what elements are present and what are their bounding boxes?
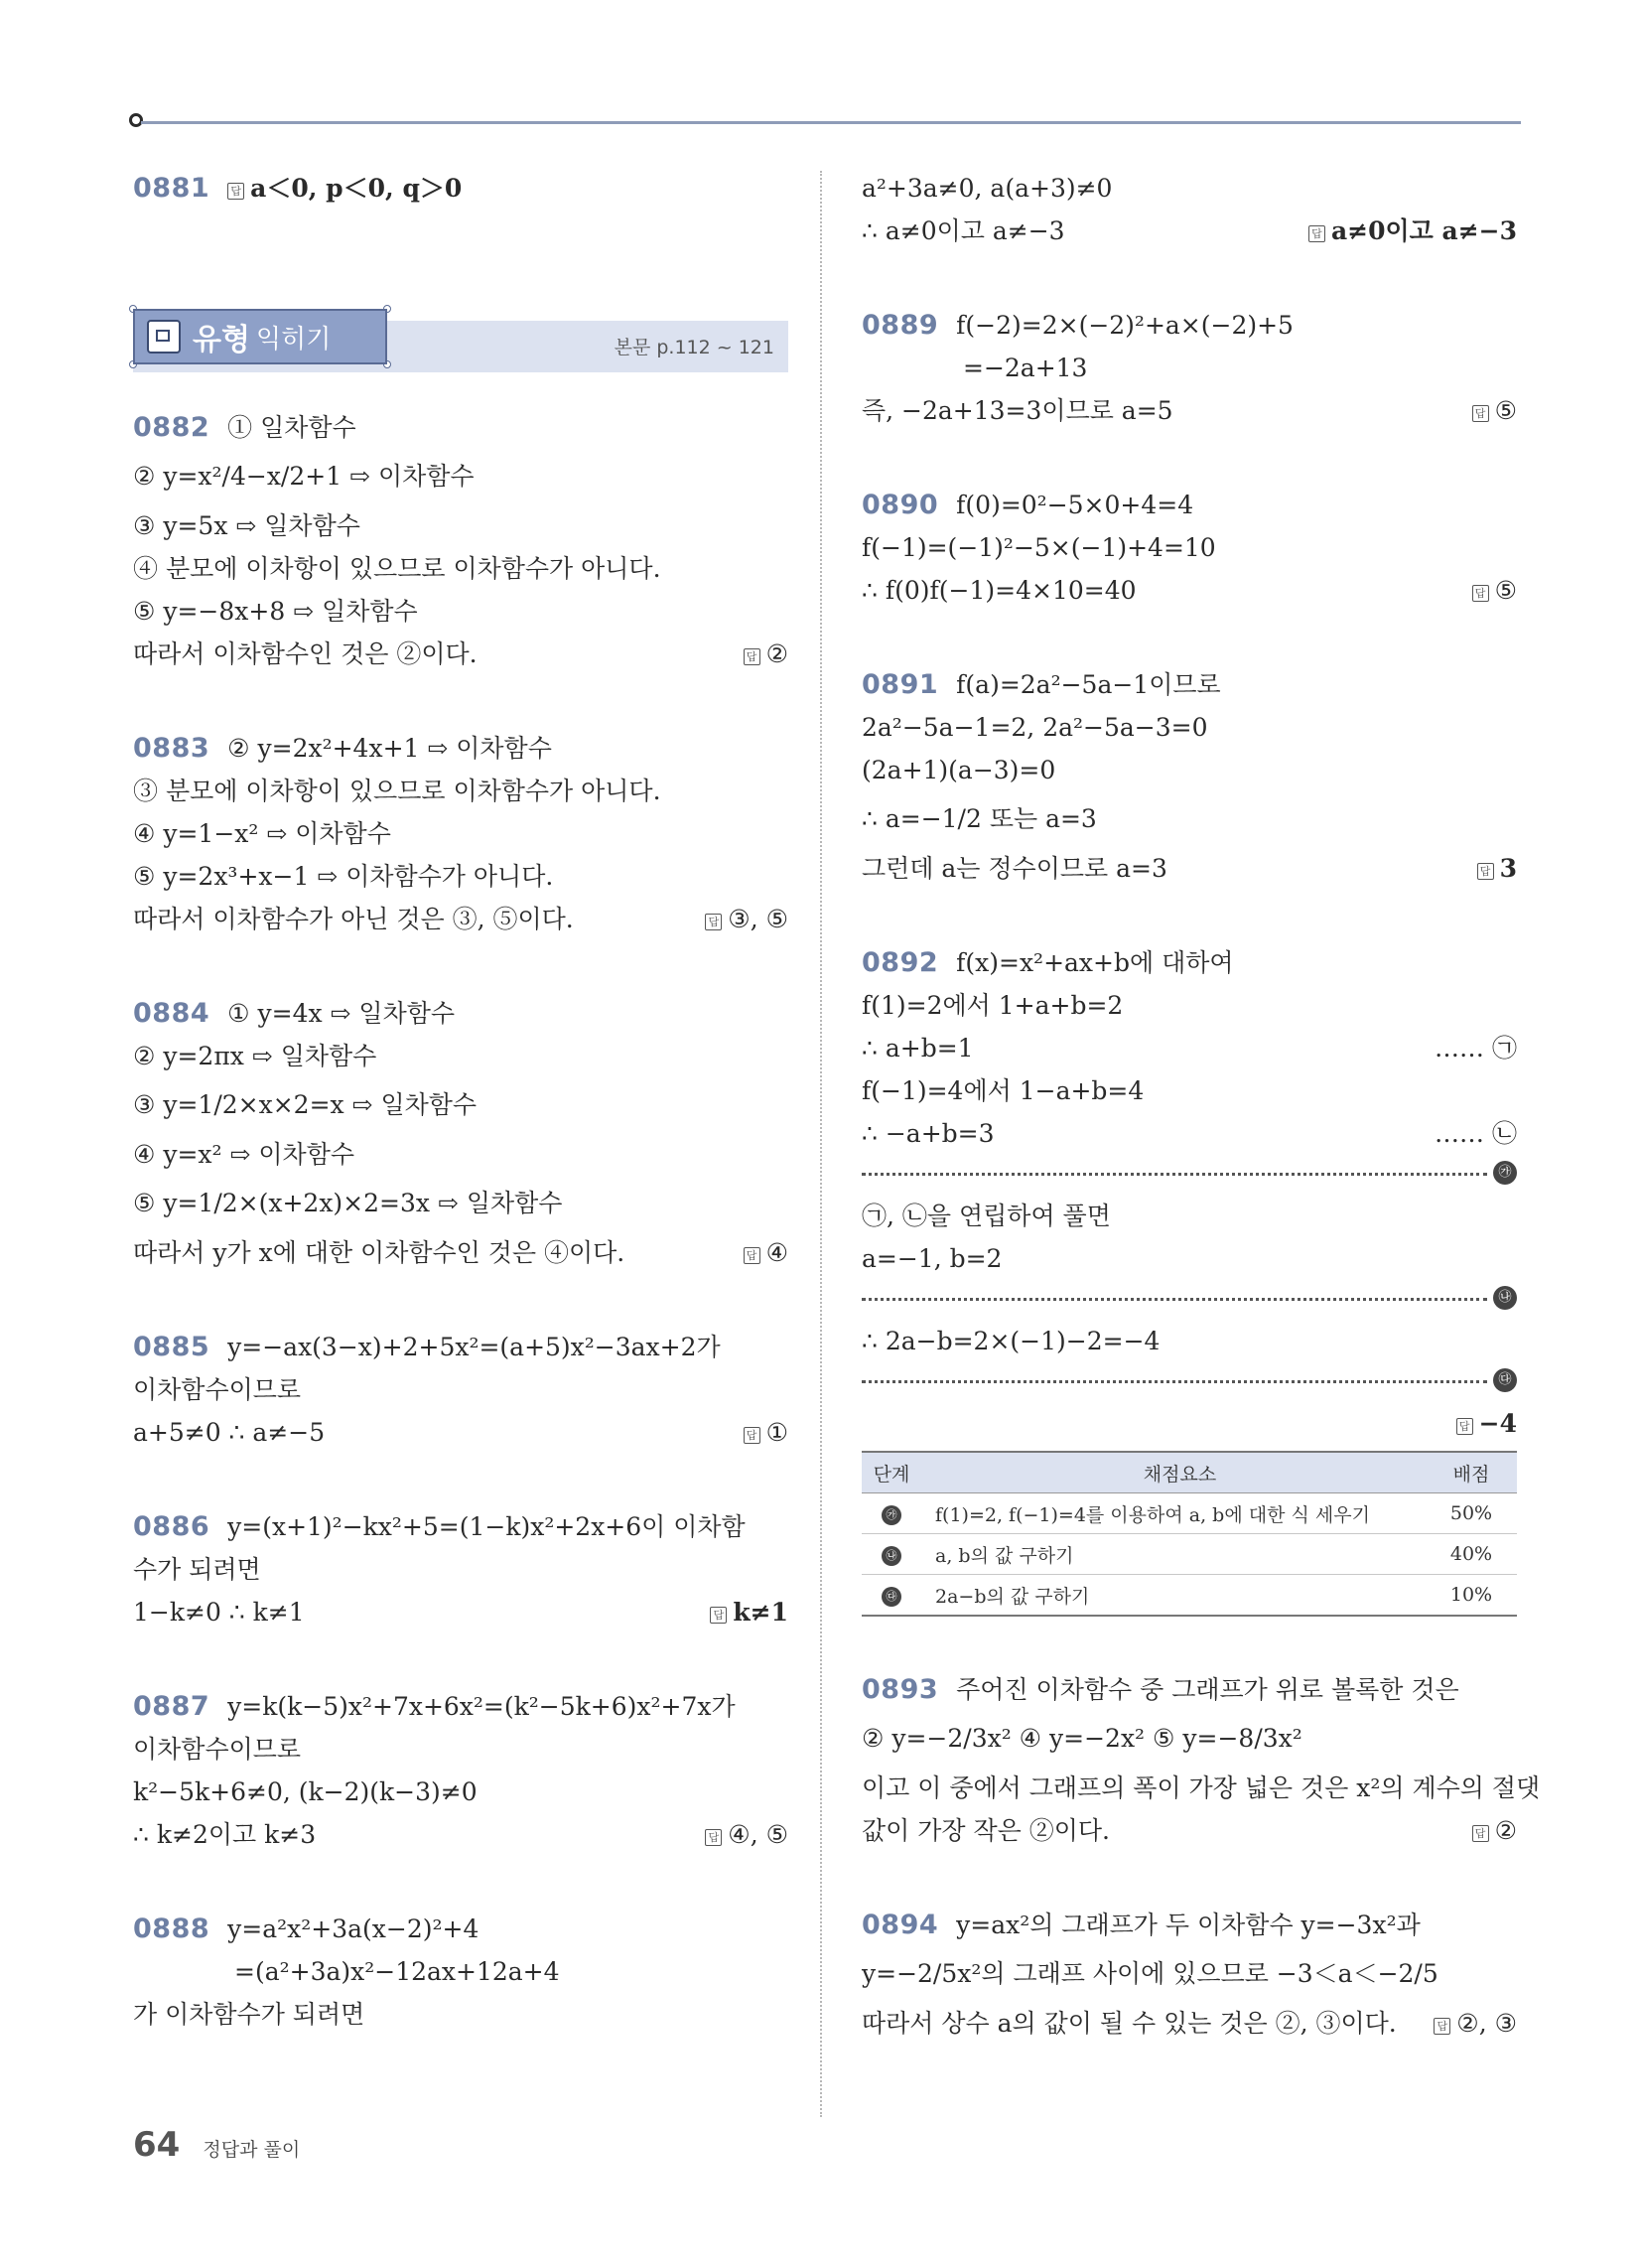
solution-line: [862, 1027, 1517, 1069]
solution-line: [133, 992, 788, 1035]
line-text: ∴ a+b=1: [862, 1034, 974, 1063]
left-column: [133, 167, 788, 2036]
scoring-table: [862, 1451, 1517, 1617]
answer-value: ②: [765, 639, 788, 668]
table-cell: 2a−b의 값 구하기: [921, 1575, 1426, 1617]
solution-line: [133, 504, 788, 547]
problem-number: 0885: [133, 1332, 210, 1362]
solution-line: [862, 663, 1517, 706]
answer: [1477, 847, 1517, 890]
problem-number: 0882: [133, 412, 210, 443]
solution-line: [133, 1326, 788, 1368]
line-text: f(−2)=2×(−2)²+a×(−2)+5: [956, 311, 1294, 340]
solution-line: [862, 389, 1517, 432]
line-text: a＜0, p＜0, q＞0: [250, 174, 463, 203]
solution-line: [862, 1711, 1517, 1767]
line-text: ① 일차함수: [227, 413, 356, 442]
solution-line: [133, 1728, 788, 1771]
line-text: =−2a+13: [963, 354, 1088, 382]
solution-line: [862, 1946, 1517, 2002]
line-text: a+5≠0 ∴ a≠−5: [133, 1418, 326, 1447]
solution-line: [862, 347, 1517, 389]
answer: [710, 1591, 788, 1633]
answer-value: 3: [1499, 854, 1517, 883]
line-text: y=−ax(3−x)+2+5x²=(a+5)x²−3ax+2가: [227, 1333, 721, 1361]
line-text: f(x)=x²+ax+b에 대하여: [956, 948, 1234, 977]
spacer: [133, 1856, 788, 1908]
spacer: [862, 1852, 1517, 1904]
problem-number: 0890: [862, 490, 939, 520]
line-text: 이차함수이므로: [133, 1375, 302, 1404]
solution-line: [862, 1069, 1517, 1112]
spacer: [133, 1454, 788, 1505]
solution-line: [862, 304, 1517, 347]
spacer: [133, 366, 788, 406]
line-text: f(−1)=(−1)²−5×(−1)+4=10: [862, 533, 1216, 562]
step-separator: [862, 1280, 1517, 1320]
answer: [1472, 569, 1517, 612]
solution-line: [862, 167, 1517, 210]
column-divider: [820, 171, 822, 2117]
equation-marker: …… ㉠: [1435, 1034, 1517, 1063]
line-text: ④ y=1−x² ⇨ 이차함수: [133, 819, 391, 848]
line-text: ④ 분모에 이차항이 있으므로 이차함수가 아니다.: [133, 554, 661, 583]
answer-icon: 답: [1456, 1418, 1473, 1435]
problem-number: 0892: [862, 947, 939, 978]
step-marker: ㉰: [1493, 1368, 1517, 1392]
answer: [1434, 2002, 1517, 2045]
step-marker: ㉮: [882, 1505, 901, 1525]
problem-number: 0893: [862, 1674, 939, 1705]
answer-value: ②: [1494, 1816, 1517, 1845]
step-marker: ㉰: [882, 1587, 901, 1607]
line-text: 수가 되려면: [133, 1555, 261, 1584]
answer-icon: 답: [1472, 1825, 1489, 1842]
answer: [1308, 210, 1517, 252]
line-text: f(1)=2에서 1+a+b=2: [862, 991, 1124, 1020]
line-text: ⑤ y=1/2×(x+2x)×2=3x ⇨ 일차함수: [133, 1189, 563, 1217]
line-text: 따라서 이차함수인 것은 ②이다.: [133, 639, 478, 668]
line-text: f(−1)=4에서 1−a+b=4: [862, 1076, 1145, 1105]
solution-line: [133, 1813, 788, 1856]
solution-line: [862, 210, 1517, 252]
solution-line: [862, 1767, 1541, 1809]
solution-line: [133, 1993, 788, 2036]
solution-line: [133, 547, 788, 590]
answer-icon: 답: [744, 648, 760, 665]
solution-line: [862, 1237, 1517, 1280]
answer-icon: 답: [1434, 2018, 1450, 2035]
line-text: k²−5k+6≠0, (k−2)(k−3)≠0: [133, 1777, 478, 1806]
solution-line: [133, 1133, 788, 1176]
solution-line: [133, 167, 788, 210]
step-marker: ㉮: [1493, 1161, 1517, 1185]
line-text: y=a²x²+3a(x−2)²+4: [227, 1914, 479, 1943]
problem-number: 0883: [133, 733, 210, 764]
spacer: [133, 675, 788, 727]
answer: [744, 1411, 788, 1454]
line-text: 1−k≠0 ∴ k≠1: [133, 1598, 305, 1627]
solution-line: [862, 569, 1517, 612]
spacer: [862, 612, 1517, 663]
table-row: [862, 1575, 1517, 1617]
solution-line: [133, 633, 788, 675]
answer-icon: 답: [710, 1607, 727, 1624]
photo-icon: [147, 320, 181, 354]
line-text: ⑤ y=2x³+x−1 ⇨ 이차함수가 아니다.: [133, 862, 554, 891]
page-number: 64: [133, 2125, 181, 2165]
solution-line: [133, 1035, 788, 1077]
footer-label: 정답과 풀이: [203, 2139, 301, 2161]
answer-value: ②, ③: [1456, 2009, 1517, 2038]
answer: [1472, 389, 1517, 432]
solution-line: [862, 1668, 1517, 1711]
answer-icon: 답: [705, 914, 722, 930]
solution-line: [133, 406, 788, 449]
answer-value: a≠0이고 a≠−3: [1330, 216, 1517, 245]
spacer: [133, 1633, 788, 1685]
line-text: ④ y=x² ⇨ 이차함수: [133, 1140, 354, 1169]
answer-value: ④, ⑤: [728, 1820, 788, 1849]
spacer: [862, 432, 1517, 484]
line-text: y=(x+1)²−kx²+5=(1−k)x²+2x+6이 이차함: [227, 1512, 746, 1541]
answer-icon: 답: [744, 1247, 760, 1264]
answer-value: k≠1: [733, 1598, 788, 1627]
answer-value: ⑤: [1494, 576, 1517, 605]
line-text: a=−1, b=2: [862, 1244, 1003, 1273]
spacer: [133, 1274, 788, 1326]
line-text: f(a)=2a²−5a−1이므로: [956, 670, 1221, 699]
solution-line: [133, 1411, 788, 1454]
table-header-cell: 배점: [1426, 1452, 1517, 1493]
answer: [744, 1231, 788, 1274]
dotted-rule: [862, 1298, 1487, 1301]
spacer: [862, 252, 1517, 304]
dotted-rule: [862, 1173, 1487, 1176]
answer: [1472, 1809, 1517, 1852]
line-text: ∴ f(0)f(−1)=4×10=40: [862, 576, 1137, 605]
solution-line: [133, 855, 788, 898]
equation-marker: …… ㉡: [1435, 1119, 1517, 1148]
line-text: 따라서 이차함수가 아닌 것은 ③, ⑤이다.: [133, 905, 574, 933]
problem-number: 0887: [133, 1691, 210, 1722]
section-tab: [133, 309, 387, 364]
answer: [1456, 1402, 1517, 1445]
solution-line: [862, 847, 1517, 890]
problem-number: 0888: [133, 1914, 210, 1944]
solution-line: [133, 1077, 788, 1133]
line-text: ㉠, ㉡을 연립하여 풀면: [862, 1202, 1111, 1230]
problem-number: 0894: [862, 1910, 939, 1940]
solution-line: [133, 1908, 788, 1950]
table-header-row: [862, 1452, 1517, 1493]
answer-value: −4: [1478, 1409, 1517, 1438]
answer-icon: 답: [1308, 225, 1325, 242]
solution-line: [862, 1402, 1517, 1445]
problem-number: 0881: [133, 173, 210, 204]
answer: [705, 898, 788, 940]
table-cell: 40%: [1426, 1534, 1517, 1575]
spacer: [862, 1617, 1517, 1668]
solution-line: [133, 590, 788, 633]
solution-line: [862, 791, 1517, 847]
solution-line: [862, 941, 1517, 984]
section-header: [133, 309, 788, 366]
table-row: [862, 1534, 1517, 1575]
solution-line: [862, 1904, 1517, 1946]
line-text: ③ y=5x ⇨ 일차함수: [133, 511, 360, 540]
problem-number: 0884: [133, 998, 210, 1029]
problem-number: 0889: [862, 310, 939, 341]
page-footer: [133, 2125, 300, 2165]
answer-icon: 답: [1472, 405, 1489, 422]
line-text: (2a+1)(a−3)=0: [862, 756, 1056, 784]
step-marker: ㉯: [882, 1546, 901, 1566]
header-rule: [141, 121, 1521, 124]
answer: [705, 1813, 788, 1856]
answer: [744, 633, 788, 675]
step-separator: [862, 1362, 1517, 1402]
line-text: ① y=4x ⇨ 일차함수: [227, 999, 456, 1028]
solution-line: [862, 984, 1517, 1027]
line-text: 가 이차함수가 되려면: [133, 2000, 365, 2029]
solution-line: [133, 1591, 788, 1633]
line-text: ∴ k≠2이고 k≠3: [133, 1820, 317, 1849]
table-cell: [862, 1534, 921, 1575]
answer-icon: 답: [744, 1427, 760, 1444]
solution-line: [862, 1112, 1517, 1155]
solution-line: [862, 2002, 1517, 2045]
line-text: ② y=2x²+4x+1 ⇨ 이차함수: [227, 734, 552, 763]
solution-line: [133, 1548, 788, 1591]
answer-value: ④: [765, 1238, 788, 1267]
table-cell: a, b의 값 구하기: [921, 1534, 1426, 1575]
solution-line: [133, 1685, 788, 1728]
section-subtitle: 익히기: [255, 324, 332, 354]
solution-line: [862, 749, 1517, 791]
solution-line: [862, 1809, 1517, 1852]
solution-line: [133, 1771, 788, 1813]
line-text: ∴ a=−1/2 또는 a=3: [862, 804, 1097, 833]
line-text: 주어진 이차함수 중 그래프가 위로 볼록한 것은: [956, 1675, 1459, 1704]
table-header-cell: 채점요소: [921, 1452, 1426, 1493]
line-text: y=−2/5x²의 그래프 사이에 있으므로 −3＜a＜−2/5: [862, 1959, 1438, 1988]
table-cell: f(1)=2, f(−1)=4를 이용하여 a, b에 대한 식 세우기: [921, 1493, 1426, 1534]
solution-line: [133, 812, 788, 855]
answer-value: ③, ⑤: [728, 905, 788, 933]
line-text: 즉, −2a+13=3이므로 a=5: [862, 396, 1173, 425]
line-text: ③ 분모에 이차항이 있으므로 이차함수가 아니다.: [133, 777, 661, 805]
step-marker: ㉯: [1493, 1286, 1517, 1310]
spacer: [133, 210, 788, 309]
solution-line: [133, 727, 788, 770]
line-text: ② y=2πx ⇨ 일차함수: [133, 1042, 377, 1070]
header-dot: [129, 113, 143, 127]
solution-line: [862, 484, 1517, 526]
solution-line: [862, 706, 1517, 749]
answer-icon: 답: [227, 183, 244, 200]
line-text: ∴ 2a−b=2×(−1)−2=−4: [862, 1327, 1161, 1355]
line-text: 값이 가장 작은 ②이다.: [862, 1816, 1110, 1845]
table-cell: 10%: [1426, 1575, 1517, 1617]
table-cell: 50%: [1426, 1493, 1517, 1534]
line-text: 2a²−5a−1=2, 2a²−5a−3=0: [862, 713, 1208, 742]
line-text: ∴ −a+b=3: [862, 1119, 995, 1148]
spacer: [133, 940, 788, 992]
solution-line: [133, 1505, 788, 1548]
line-text: 이고 이 중에서 그래프의 폭이 가장 넓은 것은 x²의 계수의 절댓: [862, 1773, 1541, 1802]
spacer: [862, 890, 1517, 941]
line-text: f(0)=0²−5×0+4=4: [956, 491, 1194, 519]
right-column: [862, 167, 1541, 2045]
answer-value: ⑤: [1494, 396, 1517, 425]
answer-icon: 답: [1477, 863, 1494, 880]
solution-line: [133, 1950, 788, 1993]
solution-line: [862, 526, 1517, 569]
solution-line: [133, 1231, 788, 1274]
line-text: 이차함수이므로: [133, 1735, 302, 1764]
step-separator: [862, 1155, 1517, 1195]
solution-line: [133, 898, 788, 940]
answer-value: ①: [765, 1418, 788, 1447]
line-text: ② y=x²/4−x/2+1 ⇨ 이차함수: [133, 462, 475, 491]
solution-line: [133, 770, 788, 812]
line-text: ② y=−2/3x² ④ y=−2x² ⑤ y=−8/3x²: [862, 1724, 1302, 1753]
line-text: ⑤ y=−8x+8 ⇨ 일차함수: [133, 597, 418, 626]
answer-icon: 답: [705, 1829, 722, 1846]
solution-line: [862, 1195, 1517, 1237]
problem-number: 0891: [862, 669, 939, 700]
line-text: y=k(k−5)x²+7x+6x²=(k²−5k+6)x²+7x가: [227, 1692, 736, 1721]
solution-line: [133, 1368, 788, 1411]
line-text: 그런데 a는 정수이므로 a=3: [862, 854, 1167, 883]
table-row: [862, 1493, 1517, 1534]
section-page-reference: 본문 p.112 ~ 121: [614, 337, 774, 358]
line-text: a²+3a≠0, a(a+3)≠0: [862, 174, 1113, 203]
solution-line: [133, 449, 788, 504]
line-text: ③ y=1/2×x×2=x ⇨ 일차함수: [133, 1090, 478, 1119]
solution-line: [862, 1320, 1517, 1362]
table-cell: [862, 1575, 921, 1617]
problem-number: 0886: [133, 1511, 210, 1542]
dotted-rule: [862, 1380, 1487, 1383]
line-text: 따라서 상수 a의 값이 될 수 있는 것은 ②, ③이다.: [862, 2009, 1397, 2038]
line-text: =(a²+3a)x²−12ax+12a+4: [234, 1957, 560, 1986]
solution-line: [133, 1176, 788, 1231]
table-cell: [862, 1493, 921, 1534]
line-text: ∴ a≠0이고 a≠−3: [862, 216, 1065, 245]
answer-icon: 답: [1472, 585, 1489, 602]
section-title: 유형: [193, 323, 250, 357]
table-header-cell: 단계: [862, 1452, 921, 1493]
line-text: 따라서 y가 x에 대한 이차함수인 것은 ④이다.: [133, 1238, 625, 1267]
line-text: y=ax²의 그래프가 두 이차함수 y=−3x²과: [956, 1911, 1421, 1939]
